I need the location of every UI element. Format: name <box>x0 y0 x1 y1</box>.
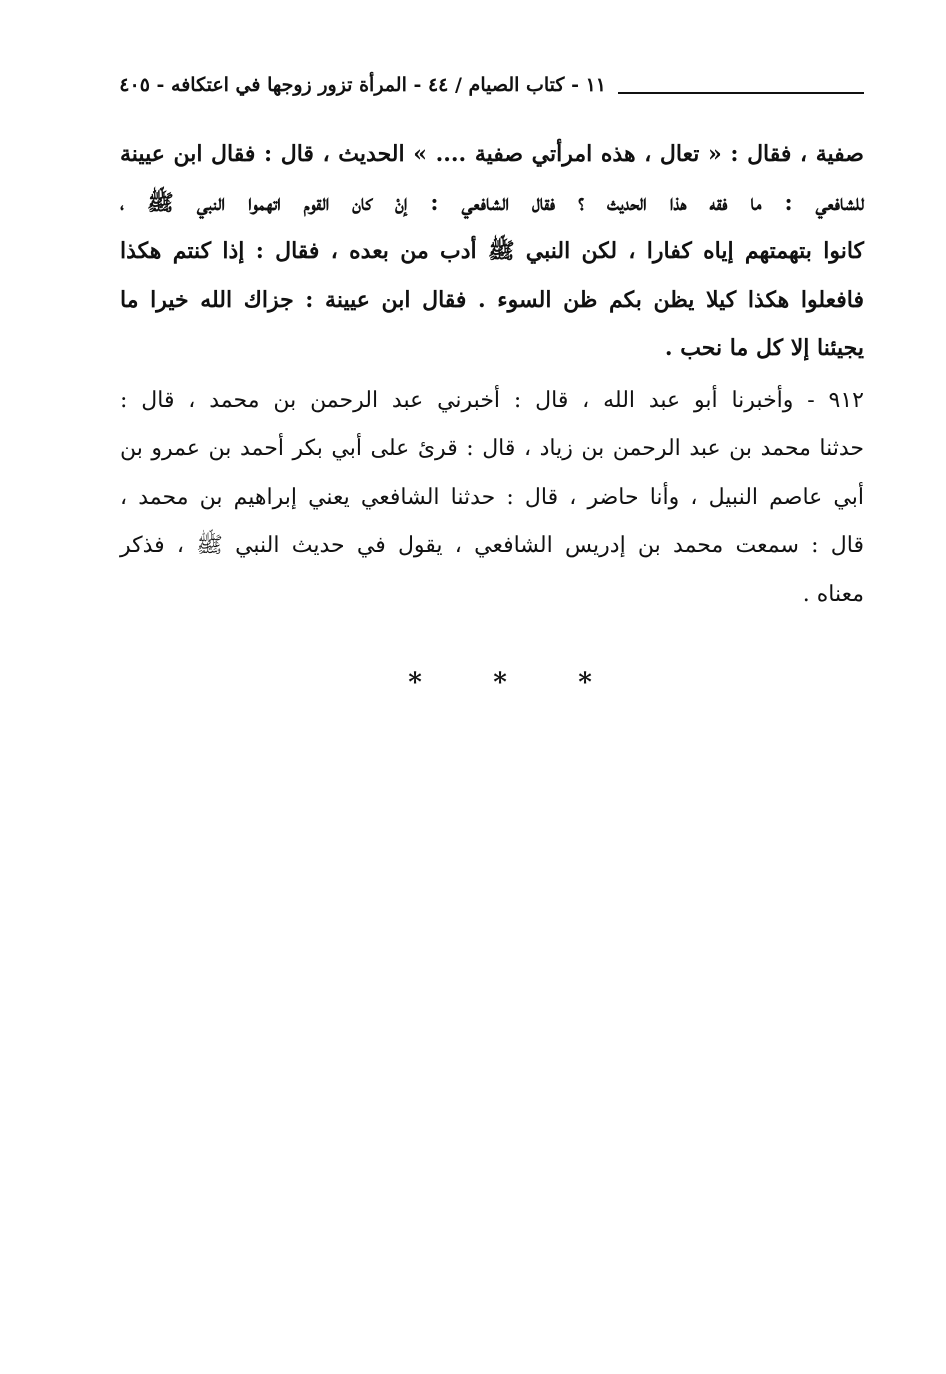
asterisk-ornament: * <box>578 668 592 698</box>
section-divider-ornament <box>400 668 600 698</box>
text-line: قال : سمعت محمد بن إدريس الشافعي ، يقول في حديث النبي ﷺ ، فذكر <box>120 533 864 558</box>
text-line: يجيئنا إلا كل ما نحب . <box>664 335 864 361</box>
running-title: ١١ - كتاب الصيام / ٤٤ - المرأة تزور زوجها في اعتكافه - ٤٠٥ <box>119 74 606 96</box>
text-line: حدثنا محمد بن عبد الرحمن بن زياد ، قال : قرئ على أبي بكر أحمد بن عمرو بن <box>120 436 864 461</box>
text-line: معناه . <box>802 581 864 607</box>
text-line: ٩١٢ - وأخبرنا أبو عبد الله ، قال : أخبرني عبد الرحمن بن محمد ، قال : <box>120 387 864 413</box>
paragraph-2-hadith-912 <box>120 377 864 620</box>
text-line: صفية ، فقال : « تعال ، هذه امرأتي صفية .... » الحديث ، قال : فقال ابن عيينة <box>120 141 864 167</box>
text-line: أبي عاصم النبيل ، وأنا حاضر ، قال : حدثنا الشافعي يعني إبراهيم بن محمد ، <box>120 484 864 510</box>
text-line: كانوا بتهمتهم إياه كفارا ، لكن النبي ﷺ أدب من بعده ، فقال : إذا كنتم هكذا <box>120 238 864 264</box>
page-header <box>120 72 864 106</box>
main-text <box>120 130 864 619</box>
text-line: فافعلوا هكذا كيلا يظن بكم ظن السوء . فقال ابن عيينة : جزاك الله خيرا ما <box>120 286 864 313</box>
asterisk-ornament: * <box>408 668 422 698</box>
header-rule <box>618 92 864 94</box>
paragraph-1 <box>120 130 864 373</box>
asterisk-ornament: * <box>493 668 507 698</box>
text-line: للشافعي : ما فقه هذا الحديث ؟ فقال الشافعي : إنْ كان القوم اتهموا النبي ﷺ ، <box>120 189 864 216</box>
